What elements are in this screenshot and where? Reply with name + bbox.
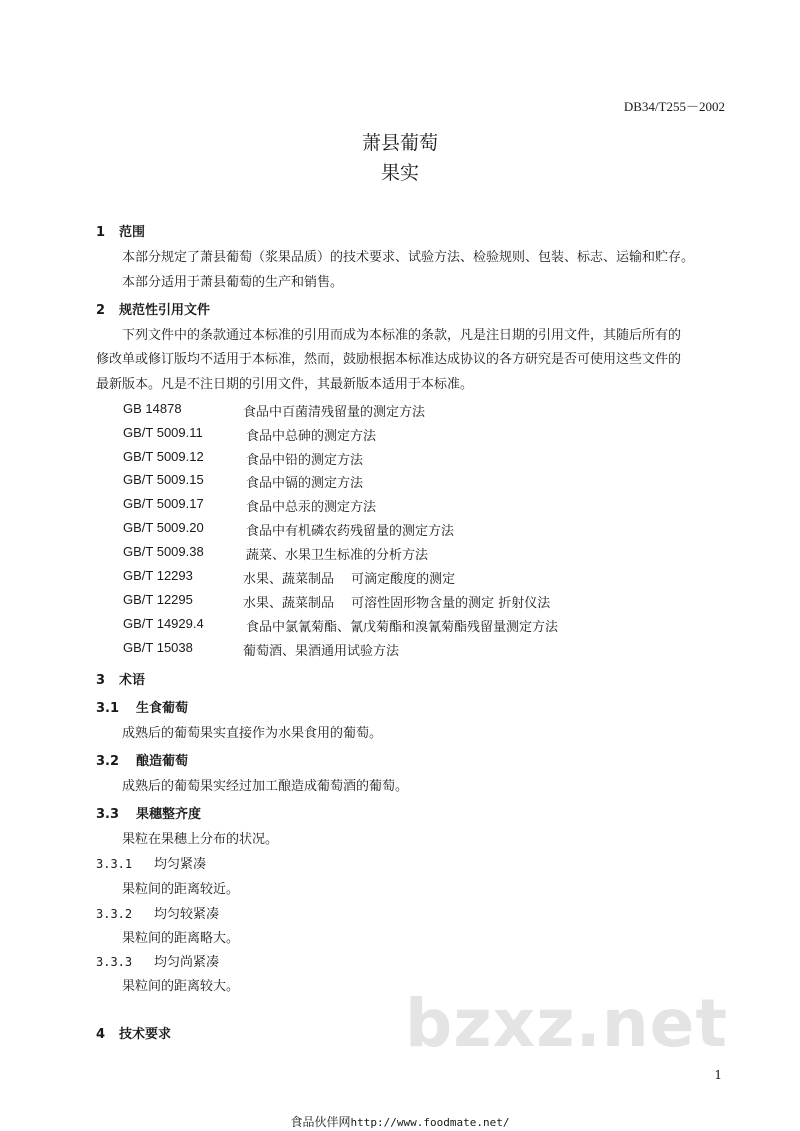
reference-code: GB 14878 — [123, 401, 182, 416]
reference-title: 蔬菜、水果卫生标准的分析方法 — [246, 548, 429, 563]
reference-code: GB/T 5009.17 — [123, 496, 204, 511]
reference-title: 食品中镉的测定方法 — [246, 476, 364, 491]
footer-label: 食品伙伴网 — [290, 1115, 351, 1129]
reference-code: GB/T 14929.4 — [123, 616, 204, 631]
reference-title: 食品中总砷的测定方法 — [246, 429, 377, 444]
term-number: 3.3.3 — [96, 955, 133, 969]
footer-link[interactable]: http://www.foodmate.net/ — [350, 1116, 510, 1129]
term-number: 3.3.2 — [96, 907, 133, 921]
paragraph: 本部分规定了萧县葡萄（浆果品质）的技术要求、试验方法、检验规则、包装、标志、运输和贮存。 — [122, 250, 695, 265]
reference-title: 食品中氯氰菊酯、氰戊菊酯和溴氰菊酯残留量测定方法 — [246, 620, 559, 635]
term-3-3-2-heading — [96, 903, 219, 922]
standard-number: DB34/T255－2002 — [623, 99, 725, 114]
section-number: 2 — [96, 303, 106, 318]
term-number: 3.3 — [96, 807, 120, 822]
page-number: 1 — [714, 1068, 722, 1082]
reference-code: GB/T 15038 — [123, 640, 193, 655]
reference-code: GB/T 5009.20 — [123, 520, 204, 535]
reference-code: GB/T 5009.11 — [123, 425, 203, 440]
term-title: 酿造葡萄 — [136, 754, 189, 769]
term-definition: 成熟后的葡萄果实直接作为水果食用的葡萄。 — [122, 726, 383, 741]
paragraph: 本部分适用于萧县葡萄的生产和销售。 — [122, 275, 344, 290]
reference-code: GB/T 5009.38 — [123, 544, 204, 559]
reference-title: 食品中百菌清残留量的测定方法 — [243, 405, 426, 420]
reference-title: 食品中铅的测定方法 — [246, 453, 364, 468]
section-title: 术语 — [119, 673, 146, 688]
reference-title: 水果、蔬菜制品 可滴定酸度的测定 — [243, 572, 456, 587]
term-definition: 成熟后的葡萄果实经过加工酿造成葡萄酒的葡萄。 — [122, 779, 409, 794]
document-subtitle: 果实 — [380, 162, 419, 184]
section-3-heading — [96, 669, 145, 688]
term-title: 均匀紧凑 — [154, 857, 207, 872]
reference-code: GB/T 5009.15 — [123, 472, 204, 487]
term-3-1-heading — [96, 697, 188, 716]
footer — [0, 1113, 800, 1130]
paragraph: 修改单或修订版均不适用于本标准，然而，鼓励根据本标准达成协议的各方研究是否可使用这些文件的 — [96, 352, 682, 367]
section-title: 技术要求 — [119, 1027, 172, 1042]
term-title: 生食葡萄 — [136, 701, 189, 716]
term-number: 3.1 — [96, 701, 120, 716]
section-1-heading — [96, 221, 145, 240]
term-definition: 果粒间的距离略大。 — [122, 931, 240, 946]
term-definition: 果粒间的距离较大。 — [122, 979, 240, 994]
reference-code: GB/T 5009.12 — [123, 449, 204, 464]
term-title: 均匀较紧凑 — [154, 907, 220, 922]
reference-title: 水果、蔬菜制品 可溶性固形物含量的测定 折射仪法 — [243, 596, 551, 611]
reference-code: GB/T 12293 — [123, 568, 193, 583]
paragraph: 下列文件中的条款通过本标准的引用而成为本标准的条款，凡是注日期的引用文件，其随后所有的 — [122, 328, 682, 343]
term-definition: 果粒间的距离较近。 — [122, 882, 240, 897]
term-title: 均匀尚紧凑 — [154, 955, 220, 970]
term-3-3-1-heading — [96, 853, 206, 872]
reference-title: 食品中总汞的测定方法 — [246, 500, 377, 515]
term-title: 果穗整齐度 — [136, 807, 202, 822]
section-number: 1 — [96, 225, 106, 240]
section-number: 4 — [96, 1027, 106, 1042]
section-title: 规范性引用文件 — [119, 303, 211, 318]
reference-title: 食品中有机磷农药残留量的测定方法 — [246, 524, 455, 539]
document-title: 萧县葡萄 — [361, 132, 438, 154]
section-number: 3 — [96, 673, 106, 688]
term-3-3-heading — [96, 803, 201, 822]
term-3-3-3-heading — [96, 951, 219, 970]
section-4-heading — [96, 1023, 171, 1042]
section-title: 范围 — [119, 225, 146, 240]
term-number: 3.2 — [96, 754, 120, 769]
watermark: bzxz.net — [404, 985, 728, 1062]
term-number: 3.3.1 — [96, 857, 133, 871]
reference-title: 葡萄酒、果酒通用试验方法 — [243, 644, 400, 659]
section-2-heading — [96, 299, 210, 318]
term-definition: 果粒在果穗上分布的状况。 — [122, 832, 279, 847]
reference-code: GB/T 12295 — [123, 592, 193, 607]
term-3-2-heading — [96, 750, 188, 769]
paragraph: 最新版本。凡是不注日期的引用文件，其最新版本适用于本标准。 — [96, 377, 474, 392]
